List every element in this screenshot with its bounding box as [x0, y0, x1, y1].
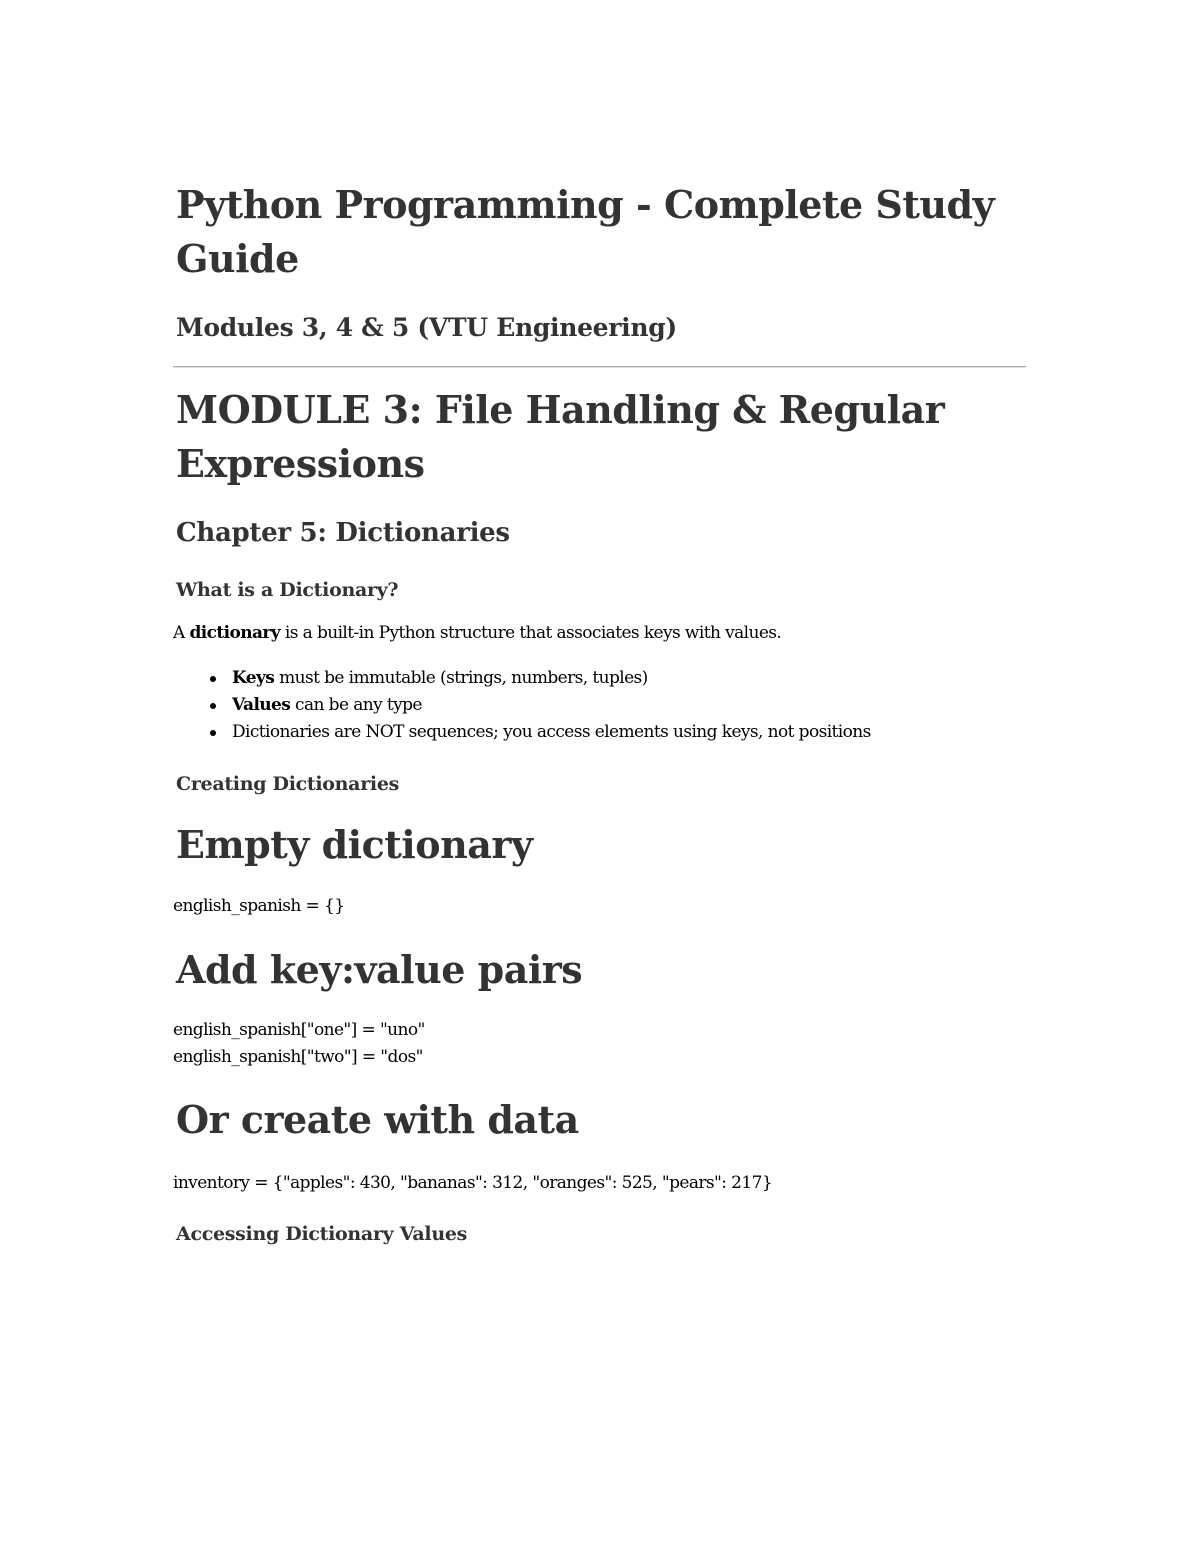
module-3-heading: MODULE 3: File Handling & Regular Expressions [176, 387, 945, 486]
empty-dictionary-heading: Empty dictionary [176, 822, 533, 867]
create-with-data-heading: Or create with data [176, 1097, 579, 1142]
list-item-text: Dictionaries are NOT sequences; you access elements using keys, not positions [232, 722, 871, 742]
list-item-text: can be any type [290, 695, 422, 715]
bullet-icon [210, 730, 216, 736]
add-pairs-code-line-2: english_spanish["two"] = "dos" [173, 1047, 423, 1067]
list-item [206, 665, 871, 692]
bullet-icon [210, 676, 216, 682]
document-subtitle: Modules 3, 4 & 5 (VTU Engineering) [176, 313, 677, 342]
list-item-bold: Values [232, 695, 291, 715]
what-is-dictionary-heading: What is a Dictionary? [176, 579, 399, 601]
list-item [206, 719, 871, 746]
add-pairs-code-line-1: english_spanish["one"] = "uno" [173, 1020, 425, 1040]
accessing-values-heading: Accessing Dictionary Values [176, 1223, 468, 1245]
chapter-5-heading: Chapter 5: Dictionaries [176, 518, 510, 548]
add-pairs-heading: Add key:value pairs [176, 947, 583, 992]
empty-dictionary-code: english_spanish = {} [173, 896, 345, 916]
list-item-text: must be immutable (strings, numbers, tuples) [274, 668, 648, 688]
intro-suffix: is a built-in Python structure that associates keys with values. [280, 623, 782, 643]
creating-dictionaries-heading: Creating Dictionaries [176, 773, 400, 795]
document-title: Python Programming - Complete Study Guide [176, 182, 995, 281]
bullet-icon [210, 703, 216, 709]
list-item [206, 692, 871, 719]
dictionary-properties-list [206, 665, 871, 746]
list-item-bold: Keys [232, 668, 275, 688]
inventory-code: inventory = {"apples": 430, "bananas": 312, "oranges": 525, "pears": 217} [173, 1173, 773, 1193]
intro-bold-term: dictionary [189, 623, 281, 643]
horizontal-divider [173, 366, 1026, 368]
dictionary-intro-paragraph [173, 620, 781, 646]
intro-prefix: A [173, 623, 190, 643]
